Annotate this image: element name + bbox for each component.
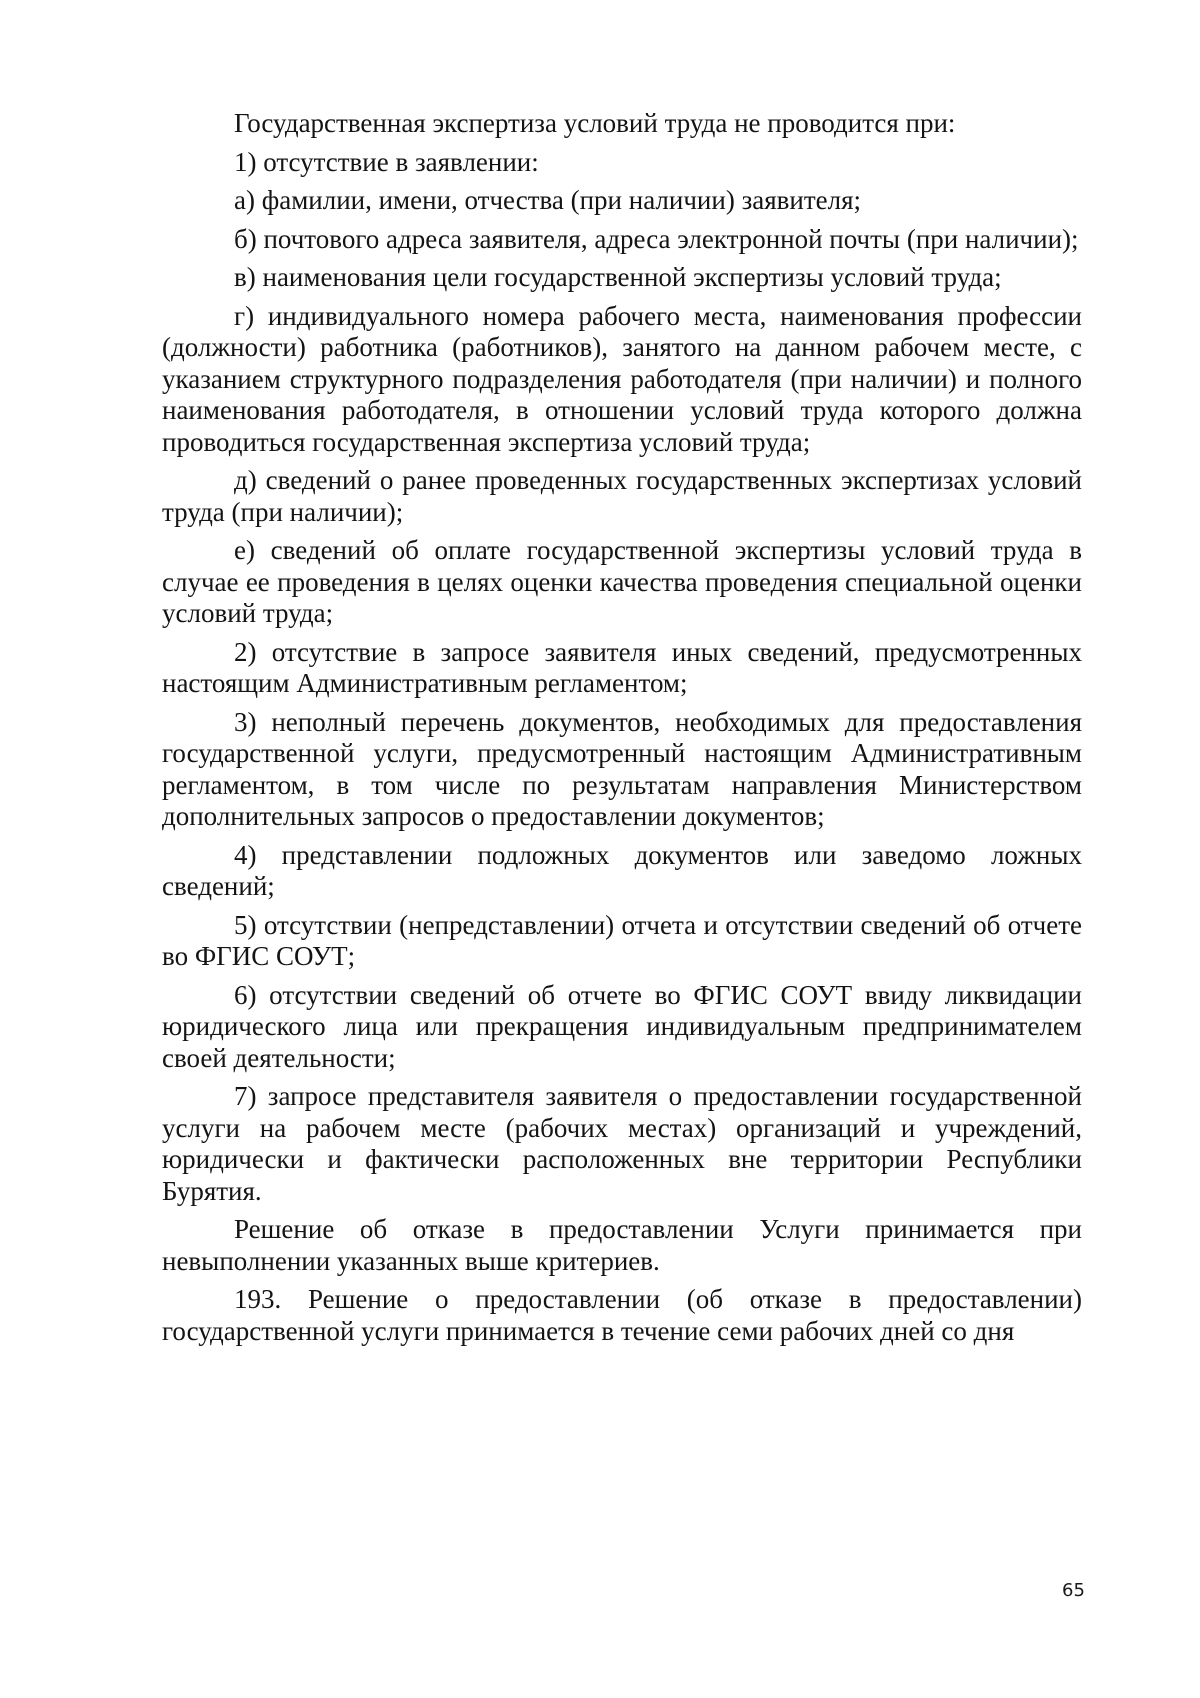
paragraph-item-4: 4) представлении подложных документов или заведомо ложных сведений; (162, 839, 1082, 901)
paragraph-item-2: 2) отсутствие в запросе заявителя иных сведений, предусмотренных настоящим Административным регламентом; (162, 636, 1082, 698)
paragraph-intro: Государственная экспертиза условий труда не проводится при: (234, 108, 956, 138)
paragraph-193: 193. Решение о предоставлении (об отказе в предоставлении) государственной услуги принимается в течение семи рабочих дней со дня (162, 1284, 1082, 1346)
paragraph-refusal-decision: Решение об отказе в предоставлении Услуги принимается при невыполнении указанных выше критериев. (162, 1214, 1082, 1276)
document-body (162, 108, 1082, 1347)
paragraph-item-1a: а) фамилии, имени, отчества (при наличии) заявителя; (234, 185, 862, 215)
paragraph-item-1d: г) индивидуального номера рабочего места, наименования профессии (должности) работника (работников), занятого на данном рабочем месте, с указанием структурного подразделения работодателя (при наличии) и полного наименования работодателя, в отношении условий труда которого должна проводиться государственная экспертиза условий труда; (162, 300, 1082, 457)
paragraph-item-1e: д) сведений о ранее проведенных государственных экспертизах условий труда (при наличии); (162, 465, 1082, 527)
paragraph-item-1b: б) почтового адреса заявителя, адреса электронной почты (при наличии); (234, 223, 1079, 254)
paragraph-item-7: 7) запросе представителя заявителя о предоставлении государственной услуги на рабочем месте (рабочих местах) организаций и учреждений, юридически и фактически расположенных вне территории Республики Бурятия. (162, 1081, 1082, 1206)
paragraph-item-1f: е) сведений об оплате государственной экспертизы условий труда в случае ее проведения в целях оценки качества проведения специальной оценки условий труда; (162, 535, 1082, 628)
paragraph-item-1c: в) наименования цели государственной экспертизы условий труда; (234, 262, 1002, 292)
page-number: 65 (1062, 1580, 1085, 1601)
paragraph-item-5: 5) отсутствии (непредставлении) отчета и отсутствии сведений об отчете во ФГИС СОУТ; (162, 909, 1082, 971)
paragraph-item-6: 6) отсутствии сведений об отчете во ФГИС СОУТ ввиду ликвидации юридического лица или прекращения индивидуальным предпринимателем своей деятельности; (162, 979, 1082, 1073)
paragraph-item-3: 3) неполный перечень документов, необходимых для предоставления государственной услуги, предусмотренный настоящим Административным регламентом, в том числе по результатам направления Министерством дополнительных запросов о предоставлении документов; (162, 706, 1082, 831)
paragraph-item-1: 1) отсутствие в заявлении: (234, 146, 539, 177)
